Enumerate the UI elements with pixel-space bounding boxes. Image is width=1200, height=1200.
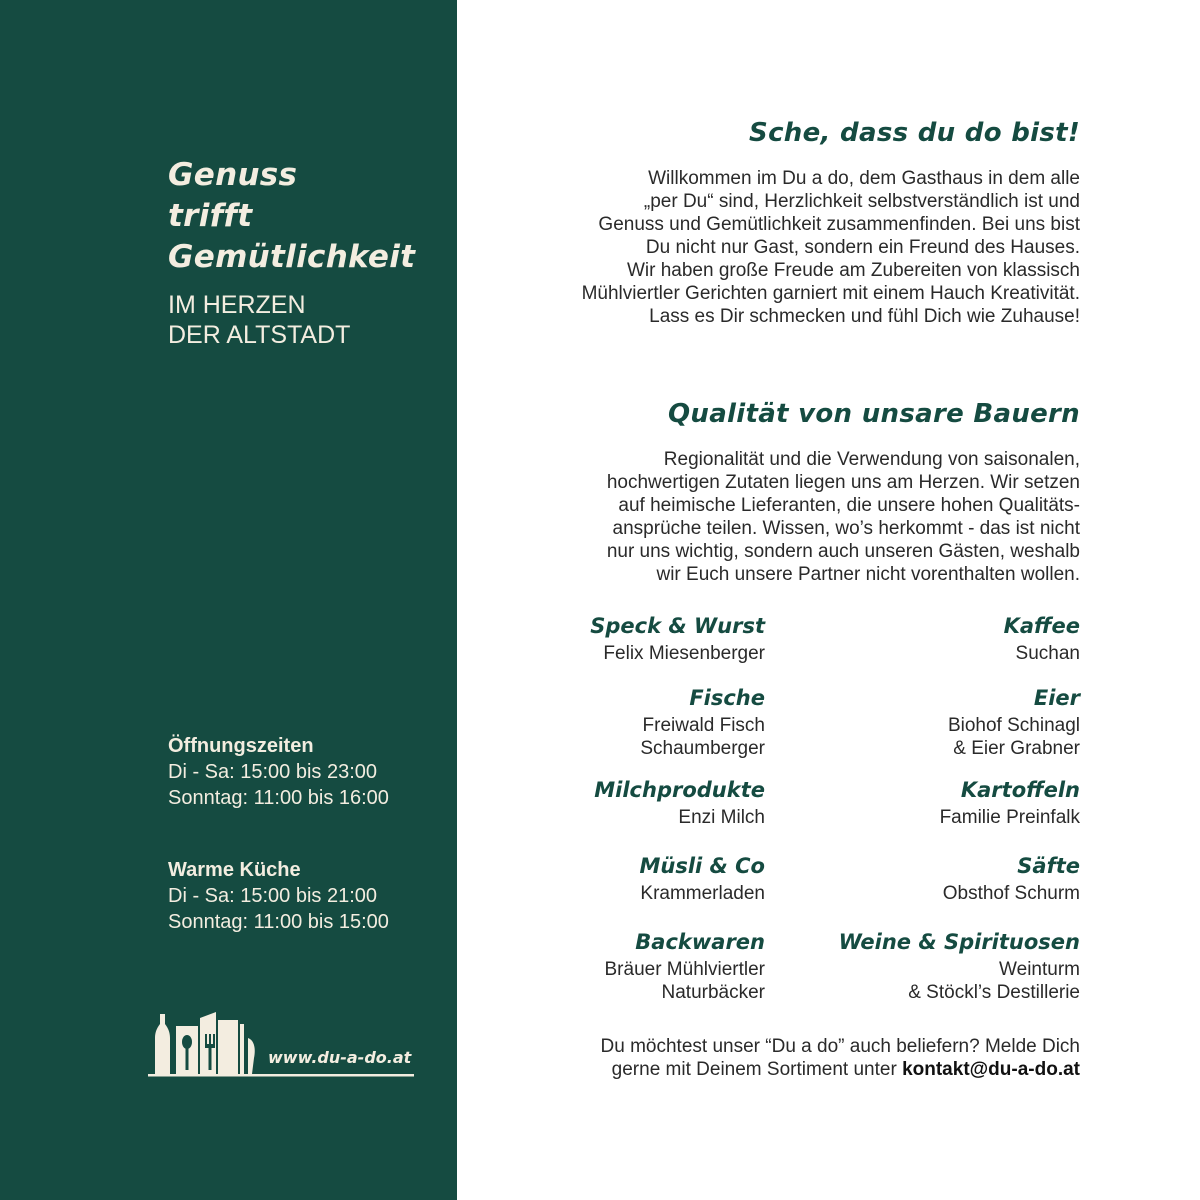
partner-category: Eier <box>1033 686 1080 710</box>
partner-category: Kaffee <box>1003 614 1080 638</box>
quality-line: nur uns wichtig, sondern auch unseren Gästen, weshalb <box>606 541 1080 562</box>
hero-subtitle-line: DER ALTSTADT <box>168 321 351 349</box>
welcome-line: „per Du“ sind, Herzlichkeit selbstverständlich ist und <box>643 191 1080 212</box>
welcome-line: Du nicht nur Gast, sondern ein Freund des Hauses. <box>645 237 1080 258</box>
partner-name-line: Naturbäcker <box>661 982 765 1003</box>
partner-name <box>485 806 765 829</box>
partners-grid <box>500 612 1080 1012</box>
quality-text <box>480 448 1080 586</box>
welcome-line: Genuss und Gemütlichkeit zusammenfinden. Bei uns bist <box>598 214 1080 235</box>
partner-name-line: Enzi Milch <box>678 807 765 828</box>
hero-subtitle-line: IM HERZEN <box>168 291 306 319</box>
quality-section <box>480 398 1080 586</box>
partner-muesli <box>485 852 765 905</box>
partner-name <box>800 806 1080 829</box>
partner-name-line: Obsthof Schurm <box>942 883 1080 904</box>
welcome-line: Wir haben große Freude am Zubereiten von klassisch <box>626 260 1080 281</box>
quality-heading: Qualität von unsare Bauern <box>668 399 1080 429</box>
footer-line-prefix: gerne mit Deinem Sortiment unter <box>611 1059 903 1080</box>
welcome-text <box>480 167 1080 328</box>
kitchen-hours <box>168 857 389 935</box>
partner-category: Backwaren <box>635 930 765 954</box>
hero-title-line: trifft <box>168 198 253 234</box>
partner-name-line: Familie Preinfalk <box>939 807 1080 828</box>
opening-hours-line: Di - Sa: 15:00 bis 23:00 <box>168 761 378 783</box>
supplier-call-to-action <box>460 1035 1080 1081</box>
kitchen-hours-line: Di - Sa: 15:00 bis 21:00 <box>168 885 378 907</box>
partner-name <box>800 714 1080 760</box>
partner-speck-wurst <box>485 612 765 665</box>
opening-hours-line: Sonntag: 11:00 bis 16:00 <box>168 787 389 809</box>
partner-name-line: Felix Miesenberger <box>603 643 765 664</box>
hero-title-line: Genuss <box>168 157 298 193</box>
partner-milchprodukte <box>485 776 765 829</box>
partner-name-line: Freiwald Fisch <box>642 715 765 736</box>
partner-name-line: Biohof Schinagl <box>947 715 1080 736</box>
partner-name <box>485 714 765 760</box>
partner-category: Müsli & Co <box>639 854 765 878</box>
partner-name-line: Schaumberger <box>640 738 765 759</box>
partner-fische <box>485 684 765 760</box>
footer-line: Du möchtest unser “Du a do” auch beliefern? Melde Dich <box>600 1036 1080 1057</box>
welcome-line: Lass es Dir schmecken und fühl Dich wie Zuhause! <box>649 306 1080 327</box>
opening-hours <box>168 733 389 811</box>
partner-category: Speck & Wurst <box>590 614 765 638</box>
partner-name-line: Bräuer Mühlviertler <box>604 959 765 980</box>
welcome-heading: Sche, dass du do bist! <box>749 118 1080 148</box>
partner-name-line: Suchan <box>1015 643 1080 664</box>
partner-category: Kartoffeln <box>960 778 1080 802</box>
quality-line: hochwertigen Zutaten liegen uns am Herzen. Wir setzen <box>606 472 1080 493</box>
partner-name <box>800 642 1080 665</box>
partner-kaffee <box>800 612 1080 665</box>
partner-saefte <box>800 852 1080 905</box>
contact-email[interactable]: kontakt@du-a-do.at <box>902 1059 1080 1080</box>
welcome-line: Willkommen im Du a do, dem Gasthaus in dem alle <box>648 168 1080 189</box>
partner-category: Säfte <box>1017 854 1080 878</box>
partner-name <box>800 882 1080 905</box>
website-url[interactable]: www.du-a-do.at <box>268 1048 412 1067</box>
quality-line: Regionalität und die Verwendung von saisonalen, <box>663 449 1080 470</box>
partner-category: Weine & Spirituosen <box>838 930 1080 954</box>
quality-line: wir Euch unsere Partner nicht vorenthalten wollen. <box>656 564 1080 585</box>
footer-line <box>460 1058 1080 1081</box>
partner-name <box>800 958 1080 1004</box>
hero-subtitle <box>168 290 350 350</box>
quality-line: ansprüche teilen. Wissen, wo’s herkommt - das ist nicht <box>612 518 1080 539</box>
hero-title <box>168 155 415 278</box>
partner-category: Fische <box>689 686 765 710</box>
partner-category: Milchprodukte <box>594 778 765 802</box>
logo-icon <box>148 1008 414 1080</box>
hero-title-line: Gemütlichkeit <box>168 239 416 275</box>
left-panel <box>0 0 457 1200</box>
partner-weine <box>800 928 1080 1004</box>
kitchen-hours-title: Warme Küche <box>168 859 301 881</box>
partner-name-line: & Eier Grabner <box>953 738 1080 759</box>
partner-name <box>485 958 765 1004</box>
kitchen-hours-line: Sonntag: 11:00 bis 15:00 <box>168 911 389 933</box>
partner-name-line: Weinturm <box>999 959 1080 980</box>
opening-hours-title: Öffnungszeiten <box>168 735 314 757</box>
partner-kartoffeln <box>800 776 1080 829</box>
partner-name-line: & Stöckl’s Destillerie <box>908 982 1080 1003</box>
partner-name <box>485 882 765 905</box>
partner-backwaren <box>485 928 765 1004</box>
welcome-line: Mühlviertler Gerichten garniert mit einem Hauch Kreativität. <box>581 283 1080 304</box>
partner-eier <box>800 684 1080 760</box>
partner-name-line: Krammerladen <box>640 883 765 904</box>
partner-name <box>485 642 765 665</box>
quality-line: auf heimische Lieferanten, die unsere hohen Qualitäts- <box>618 495 1080 516</box>
welcome-section <box>480 117 1080 328</box>
